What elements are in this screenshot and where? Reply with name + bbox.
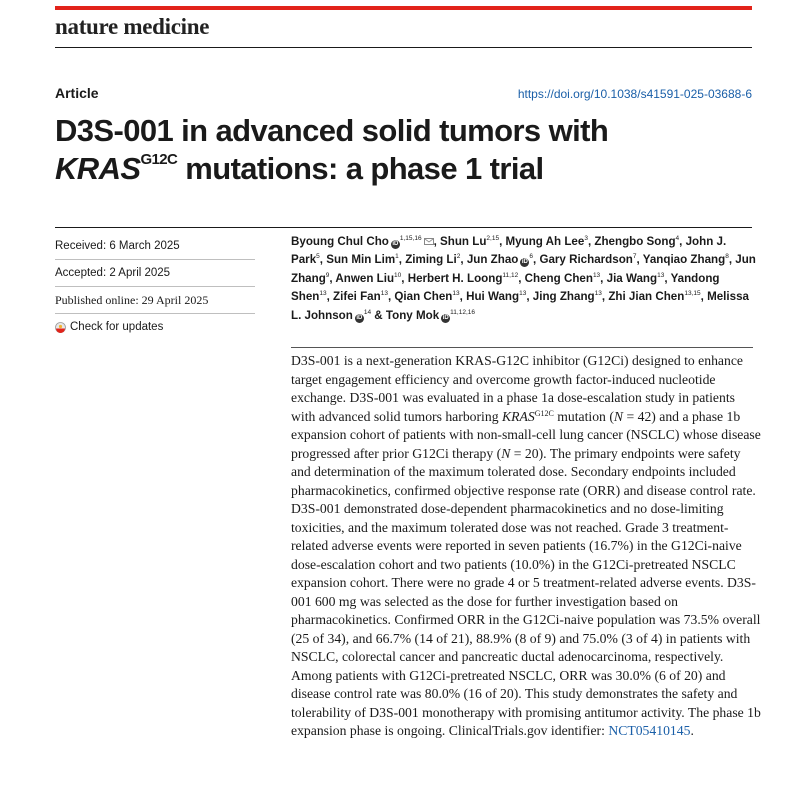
abstract-n: N — [613, 408, 624, 424]
author-affiliation: 3 — [584, 235, 588, 242]
author[interactable] — [533, 290, 602, 303]
header-rule — [55, 47, 752, 48]
author-name: Shun Lu — [440, 235, 487, 248]
author-affiliation: 13 — [592, 271, 601, 279]
meta-divider — [55, 313, 255, 314]
author-name: Tony Mok — [385, 308, 440, 322]
author[interactable] — [608, 290, 700, 303]
abstract — [291, 352, 761, 741]
article-type: Article — [55, 85, 99, 101]
author-name: Jia Wang — [606, 271, 658, 285]
author-list: Byoung Chul Cho iD$^{1,15,16}$ , Shun Lu$^{2,15}$, Myung Ah Lee$^3$, Zhengbo Song$^4$, John J. Park$^5$, Sun Min Lim$^1$, Ziming Li$^2$, Jun Zhao $iD^6$, Gary Richardson$^7$, Yanqiao Zhang$^8$, Jun Zhang$^9$, Anwen Liu$^{10}$, Herbert H. Loong$^{11,12}$, Cheng Chen$^{13}$, Jia Wang$^{13}$, Yandong Shen$^{13}$, Zifei Fan$^{13}$, Qian Chen$^{13}$, Hui Wang$^{13}$, Jing Zhang$^{13}$, Zhi Jian Chen$^{13,15}$, Melissa L. Johnson $iD^{14}$ & Tony Mok iD$^{11,12,16}$ — [291, 235, 756, 322]
journal-accent-bar — [55, 6, 752, 10]
author-name: Yanqiao Zhang — [642, 253, 726, 267]
author-name: Zifei Fan — [333, 290, 381, 304]
author-affiliation: 13 — [657, 271, 665, 279]
abstract-gene-sup: G12C — [534, 408, 554, 418]
abstract-text: mutation ( — [553, 408, 614, 424]
doi-link[interactable]: https://doi.org/10.1038/s41591-025-03688-6 — [517, 87, 752, 101]
mail-icon[interactable] — [424, 238, 434, 245]
orcid-icon[interactable]: iD — [442, 314, 449, 321]
author-affiliation: 13,15 — [684, 290, 701, 298]
author[interactable] — [326, 253, 399, 266]
author-name: Byoung Chul Cho — [291, 235, 389, 248]
author[interactable] — [539, 253, 636, 266]
author-affiliation: 13 — [594, 290, 602, 298]
abstract-text: D3S-001 is a next-generation KRAS-G12C inhibitor (G12Ci) designed to enhance target engagement efficiency and overcome growth factor-induced nucleotide exchange. D3S-001 was evaluated in a phase 1a dose-escalation study in patients with advanced solid tumors harboring — [291, 353, 743, 424]
check-for-updates-label: Check for updates — [70, 321, 164, 333]
received-date: Received: 6 March 2025 — [55, 240, 180, 252]
author-name: Hui Wang — [466, 290, 520, 304]
author-affiliation: 9 — [325, 271, 330, 279]
author[interactable] — [643, 253, 729, 266]
author-affiliation: 13 — [319, 290, 327, 298]
author-affiliation: 13 — [519, 290, 527, 298]
author-name: Myung Ah Lee — [505, 235, 585, 248]
author-separator: & — [371, 308, 386, 322]
author-affiliation: 14 — [363, 308, 372, 316]
check-for-updates-icon — [55, 322, 66, 333]
abstract-rule — [291, 347, 753, 348]
abstract-text: = 42) and a phase 1b expansion cohort of patients with non-small-cell lung cancer (NSCLC) whose disease progressed after prior G12Ci therapy ( — [291, 408, 761, 461]
author[interactable] — [506, 235, 588, 248]
author[interactable] — [466, 290, 526, 303]
author-affiliation: 13 — [452, 290, 460, 298]
orcid-icon[interactable]: iD — [392, 241, 399, 247]
author[interactable] — [394, 290, 459, 303]
journal-name[interactable]: nature medicine — [55, 14, 210, 39]
author-name: Zhi Jian Chen — [608, 290, 685, 304]
published-date: Published online: 29 April 2025 — [55, 293, 209, 307]
meta-divider — [55, 286, 255, 287]
author-affiliation: 11,12,16 — [450, 308, 475, 316]
article-title — [55, 112, 755, 188]
author-affiliation: 11,12 — [502, 271, 519, 279]
abstract-n: N — [501, 445, 511, 461]
author-name: Cheng Chen — [524, 271, 593, 285]
author[interactable] — [386, 309, 475, 322]
author[interactable] — [607, 272, 665, 285]
author-name: Zhengbo Song — [594, 235, 676, 248]
author-affiliation: 4 — [675, 235, 680, 242]
author-affiliation: 1,15,16 — [399, 235, 422, 242]
title-rule — [55, 227, 752, 228]
author[interactable] — [335, 272, 401, 285]
author-name: Yandong Shen — [291, 271, 720, 304]
author-affiliation: 13 — [380, 290, 388, 298]
author-name: Qian Chen — [394, 290, 453, 304]
orcid-icon[interactable]: iD — [521, 259, 528, 266]
author[interactable] — [525, 272, 601, 285]
title-mutation: G12C — [140, 151, 178, 168]
abstract-end: . — [690, 723, 694, 738]
author-affiliation: 2 — [456, 253, 461, 261]
author-affiliation: 8 — [725, 253, 729, 261]
author-affiliation: 6 — [529, 253, 533, 261]
author-affiliation: 10 — [394, 271, 402, 279]
clinical-trial-link[interactable]: NCT05410145 — [608, 723, 691, 738]
author-affiliation: 1 — [395, 253, 399, 261]
author-name: Jun Zhao — [466, 253, 519, 267]
title-line2: mutations: a phase 1 trial — [177, 151, 544, 186]
title-line1: D3S-001 in advanced solid tumors with — [55, 113, 609, 148]
author-name: Ziming Li — [405, 253, 457, 267]
accepted-date: Accepted: 2 April 2025 — [55, 267, 171, 279]
author-name: Gary Richardson — [539, 253, 633, 267]
author[interactable] — [408, 272, 518, 285]
check-for-updates-button[interactable] — [55, 321, 163, 333]
author-affiliation: 2,15 — [486, 235, 500, 242]
author[interactable] — [440, 235, 499, 248]
author-name: Melissa L. Johnson — [291, 290, 749, 322]
author[interactable] — [291, 235, 434, 248]
author-name: Anwen Liu — [335, 271, 395, 285]
author-affiliation: 7 — [632, 253, 637, 261]
author[interactable] — [467, 253, 533, 266]
author[interactable] — [333, 290, 388, 303]
orcid-icon[interactable]: iD — [356, 314, 363, 321]
abstract-text: = 20). The primary endpoints were safety and determination of the maximum tolerated dose. Secondary endpoints included pharmacokinetics, confirmed objective response rate (ORR) and disease control rate. D3S-001 demonstrated dose-dependent pharmacokinetics and no dose-limiting toxicities, and the maximum tolerated dose was not reached. Grade 3 treatment-related adverse events were reported in seven patients (16.7%) in the G12Ci-naive dose-escalation cohort and two patients (10.0%) in the G12Ci-pretreated NSCLC expansion cohort. There were no grade 4 or 5 treatment-related adverse events. D3S-001 600 mg was selected as the dose for further investigation based on pharmacokinetics. Confirmed ORR in the G12Ci-naive population was 73.5% overall (25 of 34), and 66.7% (14 of 21), 88.9% (8 of 9) and 75.0% (3 of 4) in patients with NSCLC, colorectal cancer and pancreatic ductal adenocarcinoma, respectively. Among patients with G12Ci-pretreated NSCLC, ORR was 30.0% (6 of 20) and disease control rate was 80.0% (16 of 20). This study demonstrates the safety and tolerability of D3S-001 monotherapy with promising antitumor activity. The phase 1b expansion phase is ongoing. ClinicalTrials.gov identifier: — [291, 445, 761, 738]
abstract-gene: KRAS — [501, 408, 535, 424]
author-name: Jing Zhang — [532, 290, 595, 304]
author-affiliation: 5 — [316, 253, 320, 261]
author[interactable] — [594, 235, 679, 248]
author[interactable] — [405, 253, 460, 266]
meta-divider — [55, 259, 255, 260]
author-name: Herbert H. Loong — [407, 271, 503, 285]
title-gene: KRAS — [55, 151, 141, 186]
author-name: John J. Park — [291, 235, 727, 267]
author-name: Sun Min Lim — [326, 253, 396, 267]
author-name: Jun Zhang — [291, 253, 756, 285]
